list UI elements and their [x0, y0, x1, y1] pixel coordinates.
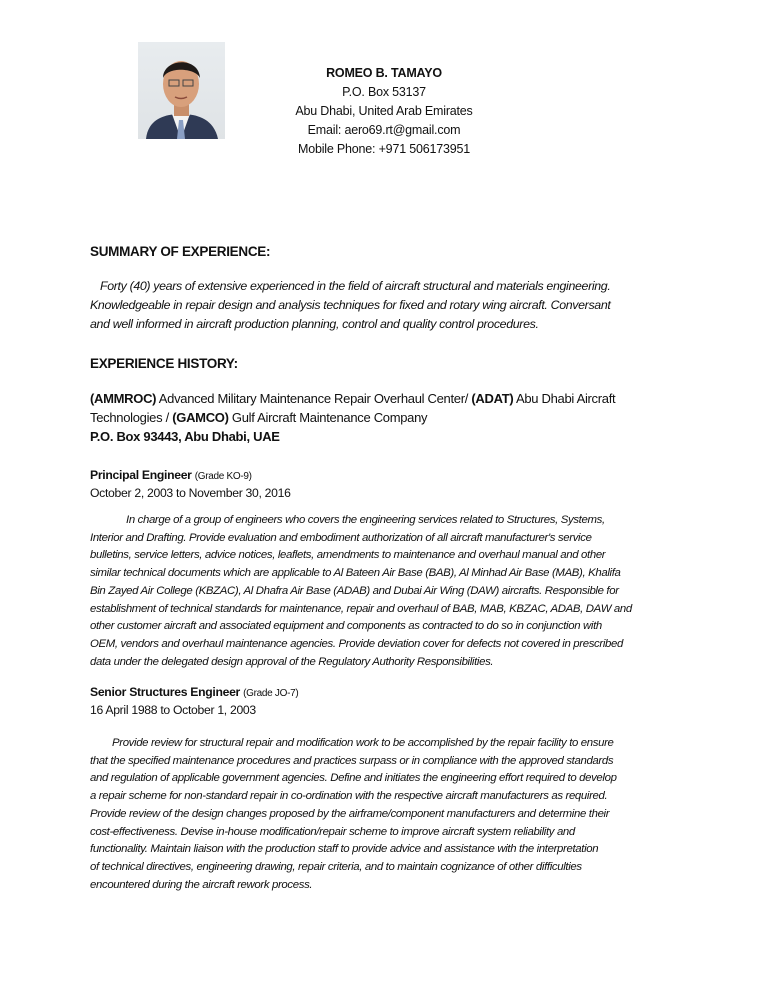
- description-line: that the specified maintenance procedures and practices surpass or in compliance with the approved standards: [90, 754, 614, 767]
- candidate-name: ROMEO B. TAMAYO: [326, 66, 442, 80]
- description-line: of technical directives, engineering drawing, repair criteria, and to maintain cognizance of other difficulties: [90, 860, 582, 873]
- organization-line: [90, 410, 427, 425]
- description-line: bulletins, service letters, advice notices, leaflets, amendments to maintenance and overhaul manual and other: [90, 549, 606, 562]
- description-line: Bin Zayed Air College (KBZAC), Al Dhafra Air Base (ADAB) and Dubai Air Wing (DAW) aircrafts. Responsible for: [90, 584, 619, 597]
- org-abbr-gamco: (GAMCO): [172, 410, 229, 425]
- description-line: cost-effectiveness. Devise in-house modification/repair scheme to improve aircraft system reliability and: [90, 825, 575, 838]
- org-name: Technologies /: [90, 410, 173, 425]
- description-line: Interior and Drafting. Provide evaluation and embodiment authorization of all aircraft manufacturer's service: [90, 531, 592, 544]
- description-line: a repair scheme for non-standard repair in co-ordination with the respective aircraft manufacturers as required.: [90, 790, 608, 803]
- org-address: P.O. Box 93443, Abu Dhabi, UAE: [90, 429, 280, 444]
- job-title: Senior Structures Engineer: [90, 685, 241, 699]
- description-line: data under the delegated design approval of the Regulatory Authority Responsibilities.: [90, 655, 494, 668]
- job-grade: (Grade JO-7): [243, 688, 299, 699]
- org-abbr-ammroc: (AMMROC): [90, 391, 157, 406]
- description-line: and regulation of applicable government agencies. Define and initiates the engineering effort required to develop: [90, 772, 617, 785]
- summary-line: Forty (40) years of extensive experienced in the field of aircraft structural and materials engineering.: [100, 279, 611, 293]
- job-title: Principal Engineer: [90, 468, 192, 482]
- position-title: [90, 468, 252, 482]
- description-line: establishment of technical standards for maintenance, repair and overhaul of BAB, MAB, KBZAC, ADAB, DAW and: [90, 602, 632, 615]
- org-name: Abu Dhabi Aircraft: [513, 391, 616, 406]
- position-dates: 16 April 1988 to October 1, 2003: [90, 703, 256, 717]
- description-line: Provide review of the design changes proposed by the airframe/component manufacturers and determine their: [90, 807, 610, 820]
- description-line: other customer aircraft and associated equipment and components as contracted to do so in conjunction with: [90, 620, 602, 633]
- mobile-phone: Mobile Phone: +971 506173951: [298, 142, 470, 156]
- description-line: functionality. Maintain liaison with the production staff to provide advice and assistance with the interpretation: [90, 843, 599, 856]
- organization-line: [90, 391, 615, 406]
- description-line: encountered during the aircraft rework process.: [90, 878, 313, 891]
- description-line: Provide review for structural repair and modification work to be accomplished by the repair facility to ensure: [112, 737, 614, 749]
- summary-heading: SUMMARY OF EXPERIENCE:: [90, 244, 271, 259]
- description-line: OEM, vendors and overhaul maintenance agencies. Provide deviation cover for defects not covered in prescribed: [90, 637, 623, 650]
- email: Email: aero69.rt@gmail.com: [307, 123, 461, 137]
- org-name: Gulf Aircraft Maintenance Company: [228, 410, 428, 425]
- city: Abu Dhabi, United Arab Emirates: [295, 104, 473, 118]
- position-dates: October 2, 2003 to November 30, 2016: [90, 486, 291, 500]
- experience-heading: EXPERIENCE HISTORY:: [90, 356, 238, 371]
- summary-line: Knowledgeable in repair design and analysis techniques for fixed and rotary wing aircraft. Conversant: [90, 298, 611, 312]
- description-line: similar technical documents which are applicable to Al Bateen Air Base (BAB), Al Minhad Air Base (MAB), Khalifa: [90, 567, 621, 580]
- summary-line: and well informed in aircraft production planning, control and quality control procedures.: [90, 317, 539, 331]
- org-abbr-adat: (ADAT): [471, 391, 514, 406]
- position-title: [90, 685, 298, 699]
- org-name: Advanced Military Maintenance Repair Overhaul Center/: [156, 391, 472, 406]
- po-box: P.O. Box 53137: [342, 85, 426, 99]
- description-line: In charge of a group of engineers who covers the engineering services related to Structures, Systems,: [126, 514, 605, 526]
- job-grade: (Grade KO-9): [194, 471, 252, 482]
